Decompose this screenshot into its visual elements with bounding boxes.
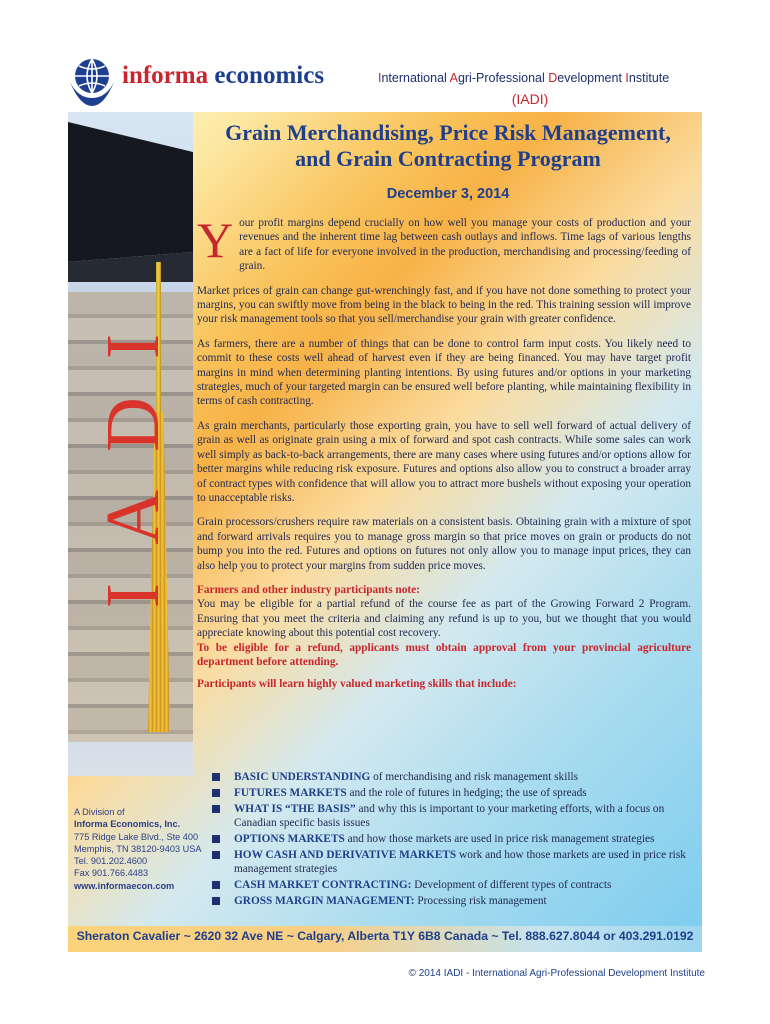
skill-keyword: HOW CASH AND DERIVATIVE MARKETS bbox=[234, 849, 457, 862]
skill-desc: and how those markets are used in price risk management strategies bbox=[344, 833, 655, 846]
title-line-1: Grain Merchandising, Price Risk Management, bbox=[225, 120, 671, 145]
paragraph-intro-text: our profit margins depend crucially on how well you manage your costs of production and your revenues and the inherent time lag between cash outlays and inflows. Time lags of various lengths are a fact of life for everyone involved in the production, merchandising and processing/feeding of grain. bbox=[239, 217, 691, 273]
skill-desc: of merchandising and risk management skills bbox=[370, 771, 579, 783]
list-item bbox=[208, 802, 702, 831]
note-heading: Farmers and other industry participants note: bbox=[197, 583, 420, 596]
division-fax: Fax 901.766.4483 bbox=[74, 868, 149, 879]
program-date: December 3, 2014 bbox=[386, 186, 510, 202]
inst-word-4: nstitute bbox=[628, 71, 670, 85]
paragraph-intro bbox=[197, 212, 691, 274]
skill-keyword: FUTURES MARKETS bbox=[234, 786, 347, 799]
inst-cap-i2: I bbox=[625, 71, 629, 85]
venue-info: Sheraton Cavalier ~ 2620 32 Ave NE ~ Calgary, Alberta T1Y 6B8 Canada ~ Tel. 888.627.8044 or 403.291.0192 bbox=[76, 929, 694, 943]
program-title bbox=[194, 120, 702, 172]
skill-desc: and why this is important to your marketing efforts, with a focus on Canadian specific basis issues bbox=[234, 802, 665, 830]
list-item bbox=[208, 848, 702, 877]
list-item bbox=[208, 770, 702, 784]
list-item bbox=[208, 894, 702, 908]
institute-name bbox=[378, 71, 708, 85]
division-contact bbox=[74, 806, 214, 892]
vertical-iadi-logo: IADI bbox=[91, 295, 175, 609]
division-company: Informa Economics, Inc. bbox=[74, 819, 181, 830]
inst-word-2: gri-Professional bbox=[457, 71, 549, 85]
institute-abbr: (IADI) bbox=[511, 91, 549, 107]
logo-word-informa: informa bbox=[122, 62, 209, 89]
division-tel: Tel. 901.202.4600 bbox=[74, 856, 148, 867]
skill-keyword: GROSS MARGIN MANAGEMENT: bbox=[234, 895, 415, 908]
inst-cap-a: A bbox=[449, 71, 458, 85]
paragraph-farmers: As farmers, there are a number of things that can be done to control farm input costs. You likely need to commit to these costs well ahead of harvest even if they are being financed. You may have target profit margins in mind when determining planting intentions. By using futures and/or options in your marketing strategies, much of your targeted margin can be ensured well before planting, while maintaining flexibility in terms of cash contracting. bbox=[197, 337, 691, 408]
paragraph-merchants: As grain merchants, particularly those exporting grain, you have to sell well forward of actual delivery of grain as well as originate grain using a mix of forward and spot cash contracts. While some sales can work well simply as back-to-back arrangements, there are many cases where using futures and/or options allow for better margins while reducing risk exposure. Futures and options also allow you to construct a broader array of contract types with confidence that will allow you to attract more bushels without exposing your operation to unacceptable risks. bbox=[197, 419, 691, 504]
list-item bbox=[208, 832, 702, 846]
drop-cap: Y bbox=[197, 212, 234, 268]
list-item bbox=[208, 786, 702, 800]
informa-logo bbox=[66, 56, 366, 108]
division-city: Memphis, TN 38120-9403 USA bbox=[74, 843, 202, 854]
skill-keyword: OPTIONS MARKETS bbox=[234, 833, 345, 846]
copyright-notice: © 2014 IADI - International Agri-Professional Development Institute bbox=[408, 968, 705, 979]
skill-desc: Development of different types of contracts bbox=[411, 879, 612, 892]
photo-strip bbox=[68, 112, 193, 776]
skill-desc: work and how those markets are used in price risk management strategies bbox=[234, 849, 686, 876]
division-website[interactable]: www.informaecon.com bbox=[74, 880, 175, 891]
list-item bbox=[208, 878, 702, 892]
title-line-2: and Grain Contracting Program bbox=[295, 146, 601, 171]
brochure-panel bbox=[68, 112, 702, 926]
paragraph-market-prices: Market prices of grain can change gut-wrenchingly fast, and if you have not done something to protect your margins, you can swiftly move from being in the black to being in the red. This training session will improve your risk management tools so that you sell/merchandise your grain with greater confidence. bbox=[197, 284, 691, 326]
note-refund: To be eligible for a refund, applicants must obtain approval from your provincial agriculture department before attending. bbox=[197, 641, 691, 668]
body-text bbox=[197, 212, 691, 700]
note-body: You may be eligible for a partial refund of the course fee as part of the Growing Forward 2 Program. Ensuring that you meet the criteria and claiming any refund is up to you, but we thought that you would appreciate knowing about this potential cost recovery. bbox=[197, 598, 691, 640]
skill-keyword: CASH MARKET CONTRACTING: bbox=[234, 879, 412, 892]
globe-icon bbox=[66, 56, 118, 108]
division-line: A Division of bbox=[74, 807, 125, 817]
inst-word-3: evelopment bbox=[557, 71, 626, 85]
skill-keyword: BASIC UNDERSTANDING bbox=[234, 771, 371, 783]
skill-desc: and the role of futures in hedging; the use of spreads bbox=[346, 786, 587, 799]
skill-desc: Processing risk management bbox=[414, 895, 547, 908]
inst-cap-d: D bbox=[548, 71, 558, 85]
paragraph-processors: Grain processors/crushers require raw materials on a consistent basis. Obtaining grain with a mixture of spot and forward arrivals requires you to manage gross margin so that price moves on grain or products do not bump you into the red. Futures and options on futures not only allow you to manage input prices, they can also help you to protect your margins from sudden price moves. bbox=[197, 516, 691, 572]
inst-cap-i: I bbox=[378, 71, 382, 85]
logo-wordmark bbox=[122, 62, 324, 90]
skills-list bbox=[208, 770, 702, 910]
logo-word-economics: economics bbox=[208, 62, 325, 89]
skills-lead: Participants will learn highly valued marketing skills that include: bbox=[197, 678, 517, 691]
division-address: 775 Ridge Lake Blvd., Ste 400 bbox=[74, 831, 199, 842]
skill-keyword: WHAT IS “THE BASIS” bbox=[234, 802, 356, 815]
paragraph-note bbox=[197, 583, 691, 669]
inst-word-1: nternational bbox=[381, 71, 450, 85]
